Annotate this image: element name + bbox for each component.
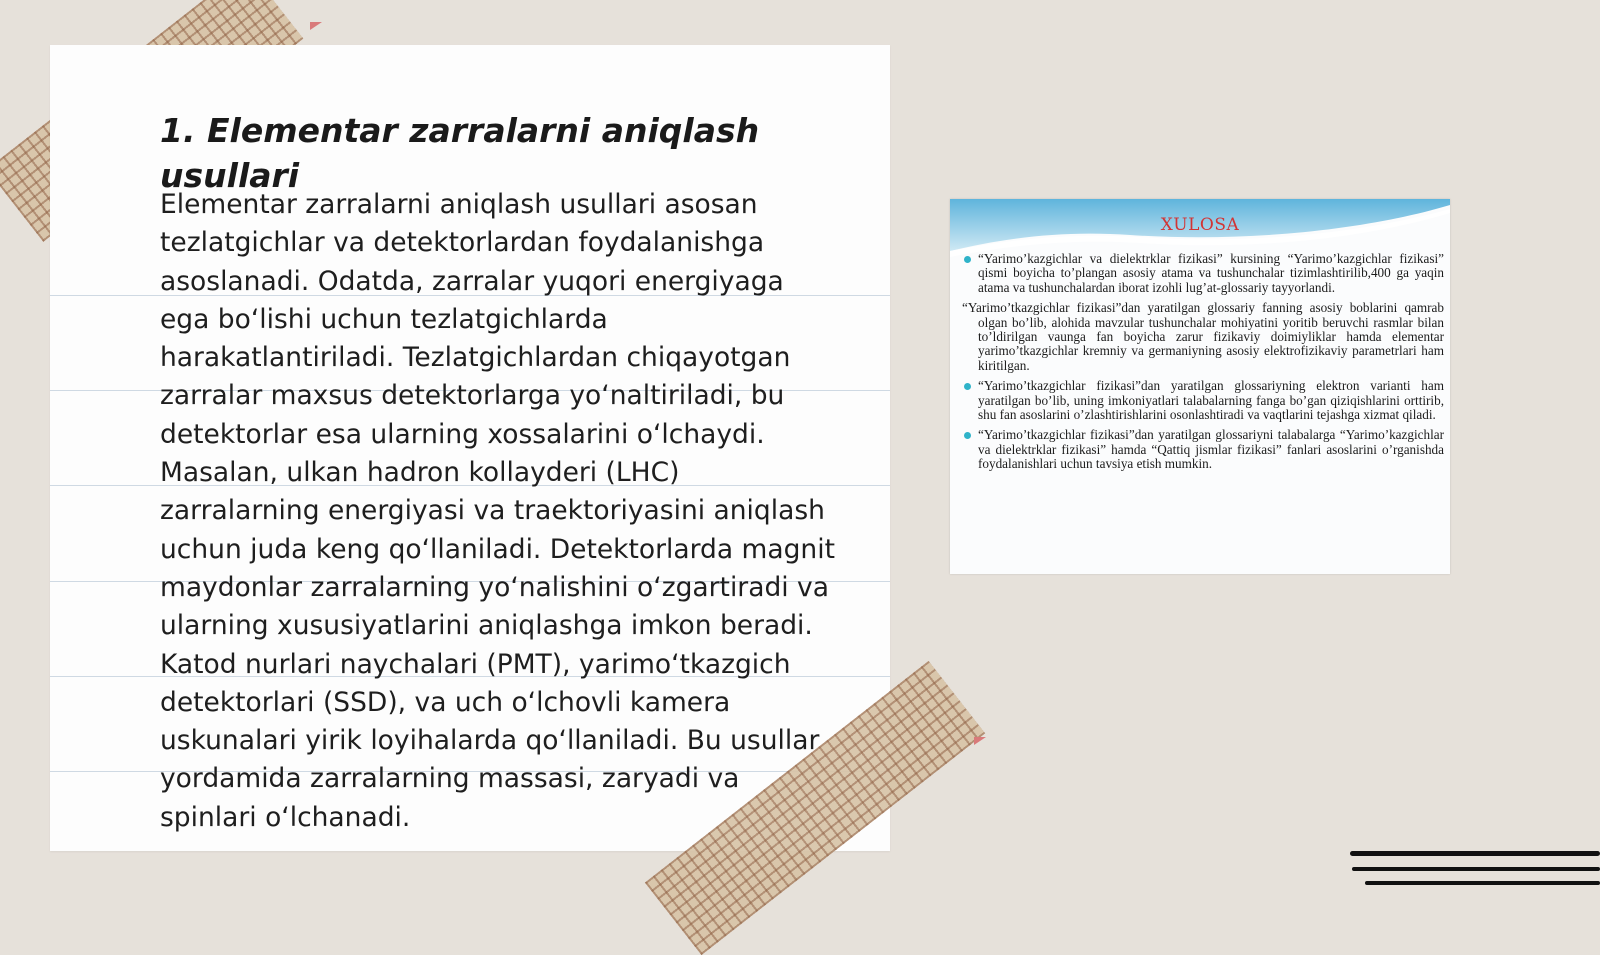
brush-stroke-decoration [1365, 881, 1600, 885]
pin-icon [974, 737, 986, 745]
slide-list-item: “Yarimo’tkazgichlar fizikasi”dan yaratilgan glossariyning elektron varianti ham yaratilgan bo’lib, uning imkoniyatlari talabalarning fanga bo’gan qiziqishlarini orttirib, shu fan asoslarini o’zlashtirishlarini osonlashtiradi va vaqtlarini tejashga xizmat qiladi. [962, 379, 1444, 422]
document-body: Elementar zarralarni aniqlash usullari asosan tezlatgichlar va detektorlardan foydalanishga asoslanadi. Odatda, zarralar yuqori energiyaga ega bo‘lishi uchun tezlatgichlarda harakatlantiriladi. Tezlatgichlardan chiqayotgan zarralar maxsus detektorlarga yo‘naltiriladi, bu detektorlar esa ularning xossalarini o‘lchaydi. Masalan, ulkan hadron kollayderi (LHC) zarralarning energiyasi va traektoriyasini aniqlash uchun juda keng qo‘llaniladi. Detektorlarda magnit maydonlar zarralarning yo‘nalishini o‘zgartiradi va ularning xususiyatlarini aniqlashga imkon beradi. Katod nurlari naychalari (PMT), yarimo‘tkazgich detektorlari (SSD), va uch o‘lchovli kamera uskunalari yirik loyihalarda qo‘llaniladi. Bu usullar yordamida zarralarning massasi, zaryadi va spinlari o‘lchanadi. [160, 189, 835, 833]
embedded-slide-image [950, 199, 1450, 574]
brush-stroke-decoration [1352, 867, 1600, 871]
bullet-icon [964, 256, 971, 263]
brush-stroke-decoration [1350, 851, 1600, 856]
slide-list-item: “Yarimo’tkazgichlar fizikasi”dan yaratilgan glossariy fanning asosiy boblarini qamrab olgan bo’lib, alohida mavzular tushunchalar mohiyatini yoritib beruvchi rasmlar bilan to’ldirilgan vaunga fan boyicha zarur fizikaviy doimiyliklar hamda elementar yarimo’tkazgichlar kremniy va germaniyning asosiy elektrofizikaviy parametrlari ham kiritilgan. [962, 300, 1444, 373]
pin-icon [310, 22, 322, 30]
slide-list-item: “Yarimo’kazgichlar va dielektrklar fizikasi” kursining “Yarimo’kazgichlar fizikasi” qismi boyicha to’plangan asosiy atama va tushunchalar tizimlashtirilib,400 ga yaqin atama va tushunchalardan iborat izohli lug’at-glossariy tayyorlandi. [962, 252, 1444, 295]
document-title: 1. Elementar zarralarni aniqlash usullari [160, 111, 760, 195]
slide-list-item: “Yarimo’tkazgichlar fizikasi”dan yaratilgan glossariyni talabalarga “Yarimo’kazgichlar va dielektrklar fizikasi” hamda “Qattiq jismlar fizikasi” fanlari asoslarini o’rganishda foydalanishlari uchun tavsiya etish mumkin. [962, 428, 1444, 471]
bullet-icon [964, 383, 971, 390]
slide-title: XULOSA [1160, 215, 1240, 235]
bullet-icon [964, 432, 971, 439]
slide-list [962, 252, 1444, 478]
